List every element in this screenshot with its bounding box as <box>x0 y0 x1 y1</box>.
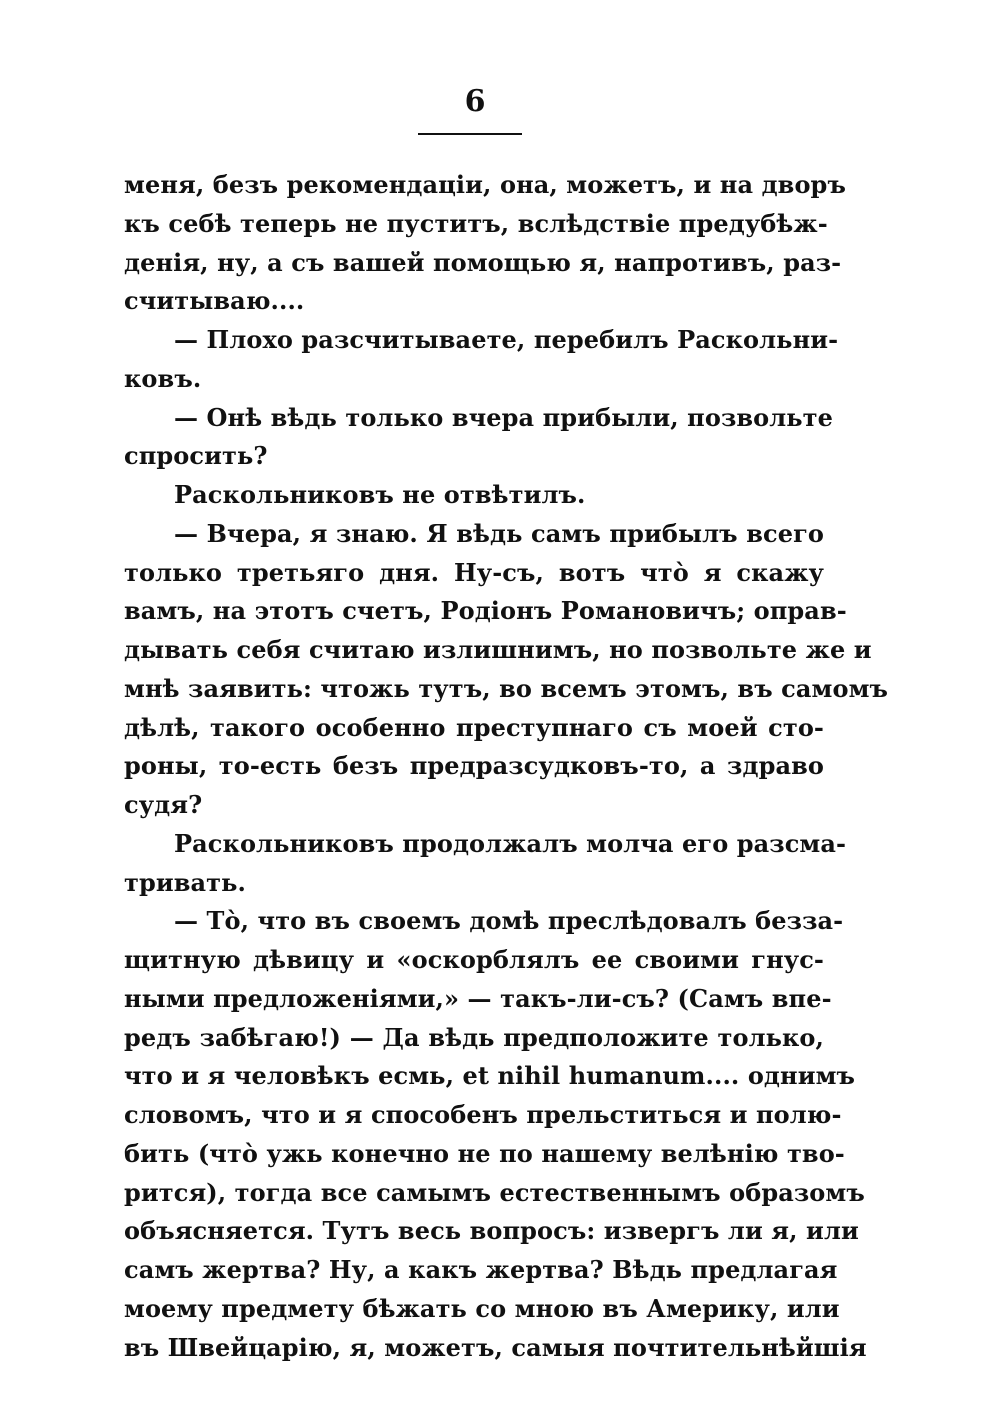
text-line: Раскольниковъ продолжалъ молча его разсма- <box>174 828 847 858</box>
text-line: самъ жертва? Ну, а какъ жертва? Вѣдь предлагая <box>124 1255 838 1284</box>
text-line: считываю.... <box>124 286 305 316</box>
text-line: рится), тогда все самымъ естественнымъ образомъ <box>124 1177 865 1207</box>
page-number: 6 <box>464 84 486 119</box>
text-line: щитную дѣвицу и «оскорблялъ ее своими гнус- <box>124 945 824 974</box>
text-line: моему предмету бѣжать со мною въ Америку, или <box>124 1293 840 1323</box>
text-line: — Плохо разсчитываете, перебилъ Раскольни- <box>174 325 839 354</box>
text-line: денія, ну, а съ вашей помощью я, напротивъ, раз- <box>124 247 842 277</box>
text-line: ными предложеніями,» — такъ-ли-съ? (Самъ впе- <box>124 983 832 1013</box>
text-line: что и я человѣкъ есмь, et nihil humanum.... однимъ <box>124 1061 856 1091</box>
text-line: спросить? <box>124 441 268 471</box>
body-text <box>124 166 889 1367</box>
text-line: меня, безъ рекомендаціи, она, можетъ, и на дворъ <box>124 170 846 199</box>
text-line: роны, то-есть безъ предразсудковъ-то, а здраво <box>124 751 824 781</box>
text-line: мнѣ заявить: чтожь тутъ, во всемъ этомъ, въ самомъ <box>124 673 889 703</box>
text-line: бить (что̀ ужь конечно не по нашему велѣнію тво- <box>124 1138 845 1168</box>
text-line: редъ забѣгаю!) — Да вѣдь предположите только, <box>124 1022 824 1052</box>
text-line: въ Швейцарію, я, можетъ, самыя почтительнѣйшія <box>124 1332 867 1362</box>
text-line: судя? <box>124 790 203 819</box>
text-line: — Онѣ вѣдь только вчера прибыли, позвольте <box>174 402 834 432</box>
text-line: ковъ. <box>124 363 202 393</box>
text-line: вамъ, на этотъ счетъ, Родіонъ Романовичъ; оправ- <box>124 596 847 626</box>
text-line: словомъ, что и я способенъ прельститься и полю- <box>124 1100 842 1129</box>
text-line: — То̀, что въ своемъ домѣ преслѣдовалъ безза- <box>174 906 844 936</box>
text-line: объясняется. Тутъ весь вопросъ: извергъ ли я, или <box>124 1216 859 1246</box>
header-rule <box>418 133 522 135</box>
text-line: дѣлѣ, такого особенно преступнаго съ моей сто- <box>124 712 824 742</box>
text-line: къ себѣ теперь не пуститъ, вслѣдствіе предубѣж- <box>124 208 828 238</box>
text-line: дывать себя считаю излишнимъ, но позвольте же и <box>124 635 872 664</box>
text-line: тривать. <box>124 867 246 897</box>
text-line: Раскольниковъ не отвѣтилъ. <box>174 480 586 509</box>
text-line: только третьяго дня. Ну-съ, вотъ что̀ я скажу <box>124 557 824 587</box>
text-line: — Вчера, я знаю. Я вѣдь самъ прибылъ всего <box>174 518 824 548</box>
